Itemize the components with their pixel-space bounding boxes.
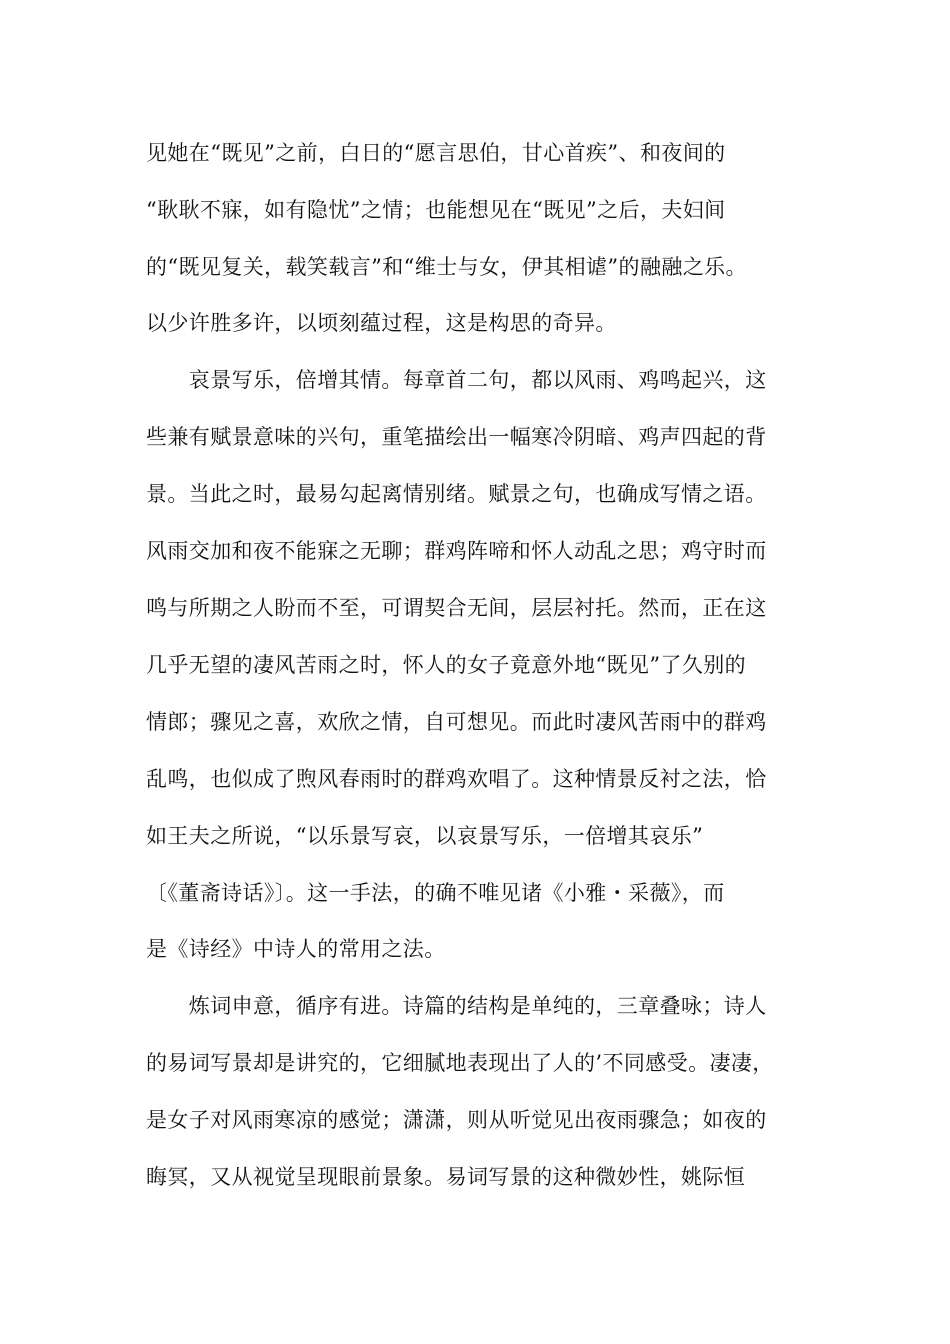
text-line: 〔《董斋诗话》〕。这一手法，的确不唯见诸《小雅・采薇》，而 [146,881,725,905]
text-line: 几乎无望的凄风苦雨之时，怀人的女子竟意外地“既见”了久别的 [146,653,747,677]
text-line: 情郎；骤见之喜，欢欣之情，自可想见。而此时凄风苦雨中的群鸡 [146,710,767,734]
text-line: 是《诗经》中诗人的常用之法。 [146,937,446,961]
text-line: 些兼有赋景意味的兴句，重笔描绘出一幅寒冷阴暗、鸡声四起的背 [146,425,767,449]
text-line: “耿耿不寐，如有隐忧”之情；也能想见在“既见”之后，夫妇间 [146,198,726,222]
text-line: 乱鸣，也似成了煦风春雨时的群鸡欢唱了。这种情景反衬之法，恰 [146,767,767,791]
text-line: 的“既见复关，载笑载言”和“维士与女，伊其相谑”的融融之乐。 [146,255,747,279]
text-line: 鸣与所期之人盼而不至，可谓契合无间，层层衬托。然而，正在这 [146,596,767,620]
text-line: 以少许胜多许，以顷刻蕴过程，这是构思的奇异。 [146,311,617,335]
paragraph-start-line: 哀景写乐，倍增其情。每章首二句，都以风雨、鸡鸣起兴，这 [146,368,767,392]
paragraph-start-line: 炼词申意，循序有进。诗篇的结构是单纯的，三章叠咏；诗人 [146,994,767,1018]
text-line: 的易词写景却是讲究的，它细腻地表现出了人的’不同感受。凄凄， [146,1051,774,1075]
text-line: 如王夫之所说，“以乐景写哀，以哀景写乐，一倍增其哀乐” [146,824,704,848]
text-line: 风雨交加和夜不能寐之无聊；群鸡阵啼和怀人动乱之思；鸡守时而 [146,539,767,563]
text-line: 晦冥，又从视觉呈现眼前景象。易词写景的这种微妙性，姚际恒 [146,1165,746,1189]
text-line: 见她在“既见”之前，白日的“愿言思伯，甘心首疾”、和夜间的 [146,141,726,165]
text-line: 景。当此之时，最易勾起离情别绪。赋景之句，也确成写情之语。 [146,482,767,506]
text-line: 是女子对风雨寒凉的感觉；潇潇，则从听觉见出夜雨骤急；如夜的 [146,1108,767,1132]
